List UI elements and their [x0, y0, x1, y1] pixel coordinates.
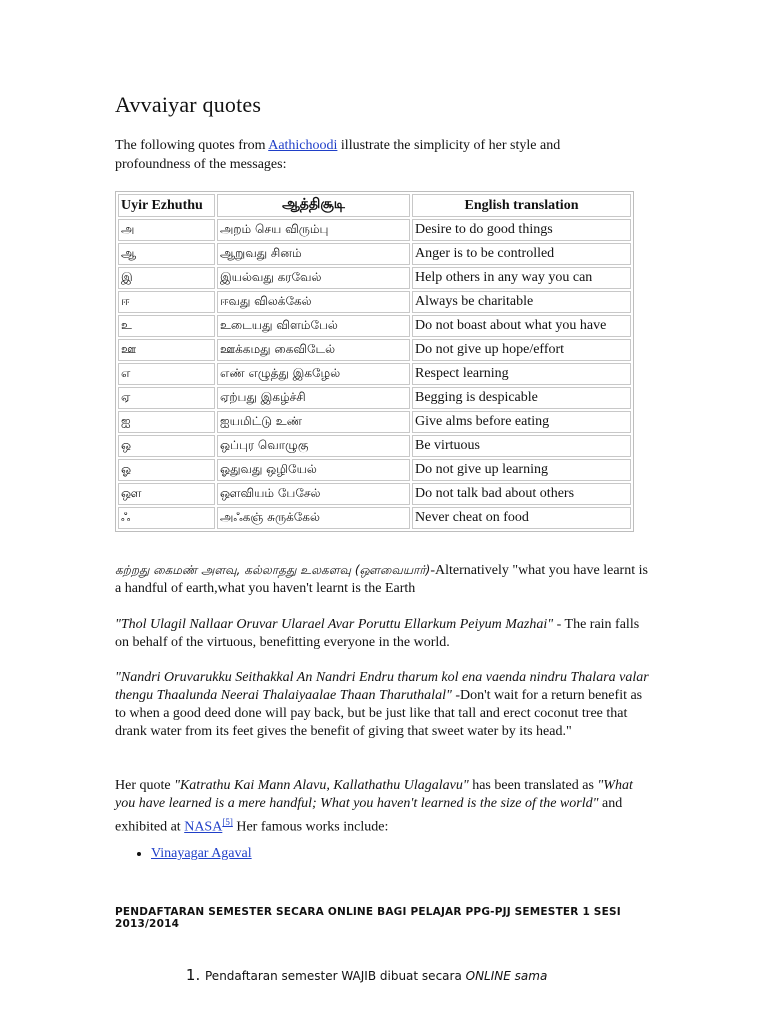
- cell-aathichoodi-verse: ஒப்புர வொழுகு: [217, 435, 410, 457]
- cell-english-translation: Desire to do good things: [412, 219, 631, 241]
- quote-4-italic-2: "What you have learned is a mere handful; What you haven't learned is the size of the world": [115, 778, 633, 811]
- header-aathichoodi: ஆத்திசூடி: [217, 194, 410, 217]
- cell-aathichoodi-verse: ஐயமிட்டு உண்: [217, 411, 410, 433]
- table-row: [118, 507, 631, 529]
- registration-heading: PENDAFTARAN SEMESTER SECARA ONLINE BAGI PELAJAR PPG-PJJ SEMESTER 1 SESI 2013/2014: [115, 906, 621, 930]
- vinayagar-agaval-link[interactable]: Vinayagar Agaval: [151, 846, 252, 861]
- table-row: [118, 267, 631, 289]
- table-row: [118, 363, 631, 385]
- quote-1-text: -Alternatively "what you have learnt is a handful of earth,what you haven't learnt is the Earth: [115, 563, 648, 596]
- intro-text-before: The following quotes from: [115, 138, 269, 153]
- header-english-translation: English translation: [412, 194, 631, 217]
- table-row: [118, 411, 631, 433]
- cell-aathichoodi-verse: உடையது விளம்பேல்: [217, 315, 410, 337]
- cell-aathichoodi-verse: அஃகஞ் சுருக்கேல்: [217, 507, 410, 529]
- cell-aathichoodi-verse: அறம் செய விரும்பு: [217, 219, 410, 241]
- quote-paragraph-2: [115, 616, 655, 652]
- cell-uyir-letter: ஒ: [118, 435, 215, 457]
- cell-english-translation: Respect learning: [412, 363, 631, 385]
- quote-4-p1: Her quote: [115, 778, 175, 793]
- header-uyir-ezhuthu: Uyir Ezhuthu: [118, 194, 215, 217]
- table-row: [118, 387, 631, 409]
- quote-paragraph-1: [115, 561, 655, 598]
- cell-uyir-letter: உ: [118, 315, 215, 337]
- quote-paragraph-4: [115, 777, 655, 837]
- cell-aathichoodi-verse: ஈவது விலக்கேல்: [217, 291, 410, 313]
- cell-uyir-letter: ஐ: [118, 411, 215, 433]
- cell-uyir-letter: அ: [118, 219, 215, 241]
- cell-english-translation: Always be charitable: [412, 291, 631, 313]
- quote-2-text: - The rain falls on behalf of the virtuous, benefitting everyone in the world.: [115, 617, 640, 650]
- table-row: [118, 483, 631, 505]
- cell-english-translation: Do not give up hope/effort: [412, 339, 631, 361]
- works-list: [115, 846, 252, 862]
- cell-aathichoodi-verse: ஔவியம் பேசேல்: [217, 483, 410, 505]
- table-row: [118, 339, 631, 361]
- list-item: [205, 966, 547, 983]
- quote-4-italic-1: "Katrathu Kai Mann Alavu, Kallathathu Ulagalavu": [174, 778, 469, 793]
- table-row: [118, 291, 631, 313]
- cell-aathichoodi-verse: எண் எழுத்து இகழேல்: [217, 363, 410, 385]
- cell-uyir-letter: ஏ: [118, 387, 215, 409]
- cell-aathichoodi-verse: ஆறுவது சினம்: [217, 243, 410, 265]
- quotes-table: [115, 191, 634, 532]
- cell-uyir-letter: ஔ: [118, 483, 215, 505]
- list-item: [151, 846, 252, 862]
- cell-uyir-letter: எ: [118, 363, 215, 385]
- citation-5-link[interactable]: [5]: [222, 817, 233, 827]
- cell-english-translation: Be virtuous: [412, 435, 631, 457]
- table-header-row: [118, 194, 631, 217]
- quote-3-text: -Don't wait for a return benefit as to when a good deed done will pay back, but be just like that tall and erect coconut tree that drank water from its feet gives the benefit of giving that sweet water by its head.": [115, 688, 643, 739]
- page-title: Avvaiyar quotes: [115, 92, 262, 117]
- cell-english-translation: Anger is to be controlled: [412, 243, 631, 265]
- cell-english-translation: Help others in any way you can: [412, 267, 631, 289]
- quote-4-p2: has been translated as: [468, 778, 598, 793]
- cell-aathichoodi-verse: ஏற்பது இகழ்ச்சி: [217, 387, 410, 409]
- tamil-quote: கற்றது கைமண் அளவு, கல்லாதது உலகளவு (ஔவையார்): [115, 563, 431, 577]
- table-row: [118, 459, 631, 481]
- table-row: [118, 243, 631, 265]
- registration-item-italic: ONLINE sama: [465, 969, 548, 983]
- cell-english-translation: Begging is despicable: [412, 387, 631, 409]
- cell-uyir-letter: ஃ: [118, 507, 215, 529]
- cell-uyir-letter: ஈ: [118, 291, 215, 313]
- intro-text-after: illustrate the simplicity of her style and profoundness of the messages:: [115, 138, 561, 172]
- quote-4-p4: Her famous works include:: [232, 819, 389, 835]
- cell-uyir-letter: ஊ: [118, 339, 215, 361]
- cell-english-translation: Do not boast about what you have: [412, 315, 631, 337]
- cell-aathichoodi-verse: ஓதுவது ஒழியேல்: [217, 459, 410, 481]
- quote-4-p3: and exhibited at: [115, 796, 623, 835]
- registration-list: [115, 966, 547, 983]
- cell-english-translation: Never cheat on food: [412, 507, 631, 529]
- table-body: [118, 219, 631, 529]
- quote-3-italic: "Nandri Oruvarukku Seithakkal An Nandri Endru tharum kol ena vaenda nindru Thalara valar thengu Thaalunda Neerai Thalaiyaalae Thaan Tharuthalal": [115, 670, 649, 703]
- table-row: [118, 219, 631, 241]
- aathichoodi-link[interactable]: Aathichoodi: [268, 138, 338, 153]
- intro-paragraph: [115, 136, 635, 174]
- quote-2-italic: "Thol Ulagil Nallaar Oruvar Ularael Avar Poruttu Ellarkum Peiyum Mazhai": [115, 617, 554, 632]
- cell-aathichoodi-verse: இயல்வது கரவேல்: [217, 267, 410, 289]
- cell-uyir-letter: ஓ: [118, 459, 215, 481]
- cell-aathichoodi-verse: ஊக்கமது கைவிடேல்: [217, 339, 410, 361]
- table-row: [118, 435, 631, 457]
- cell-english-translation: Give alms before eating: [412, 411, 631, 433]
- cell-english-translation: Do not talk bad about others: [412, 483, 631, 505]
- nasa-link[interactable]: NASA: [184, 819, 223, 835]
- registration-item-text: Pendaftaran semester WAJIB dibuat secara: [205, 969, 466, 983]
- cell-uyir-letter: இ: [118, 267, 215, 289]
- cell-uyir-letter: ஆ: [118, 243, 215, 265]
- table-row: [118, 315, 631, 337]
- quote-paragraph-3: [115, 669, 655, 741]
- cell-english-translation: Do not give up learning: [412, 459, 631, 481]
